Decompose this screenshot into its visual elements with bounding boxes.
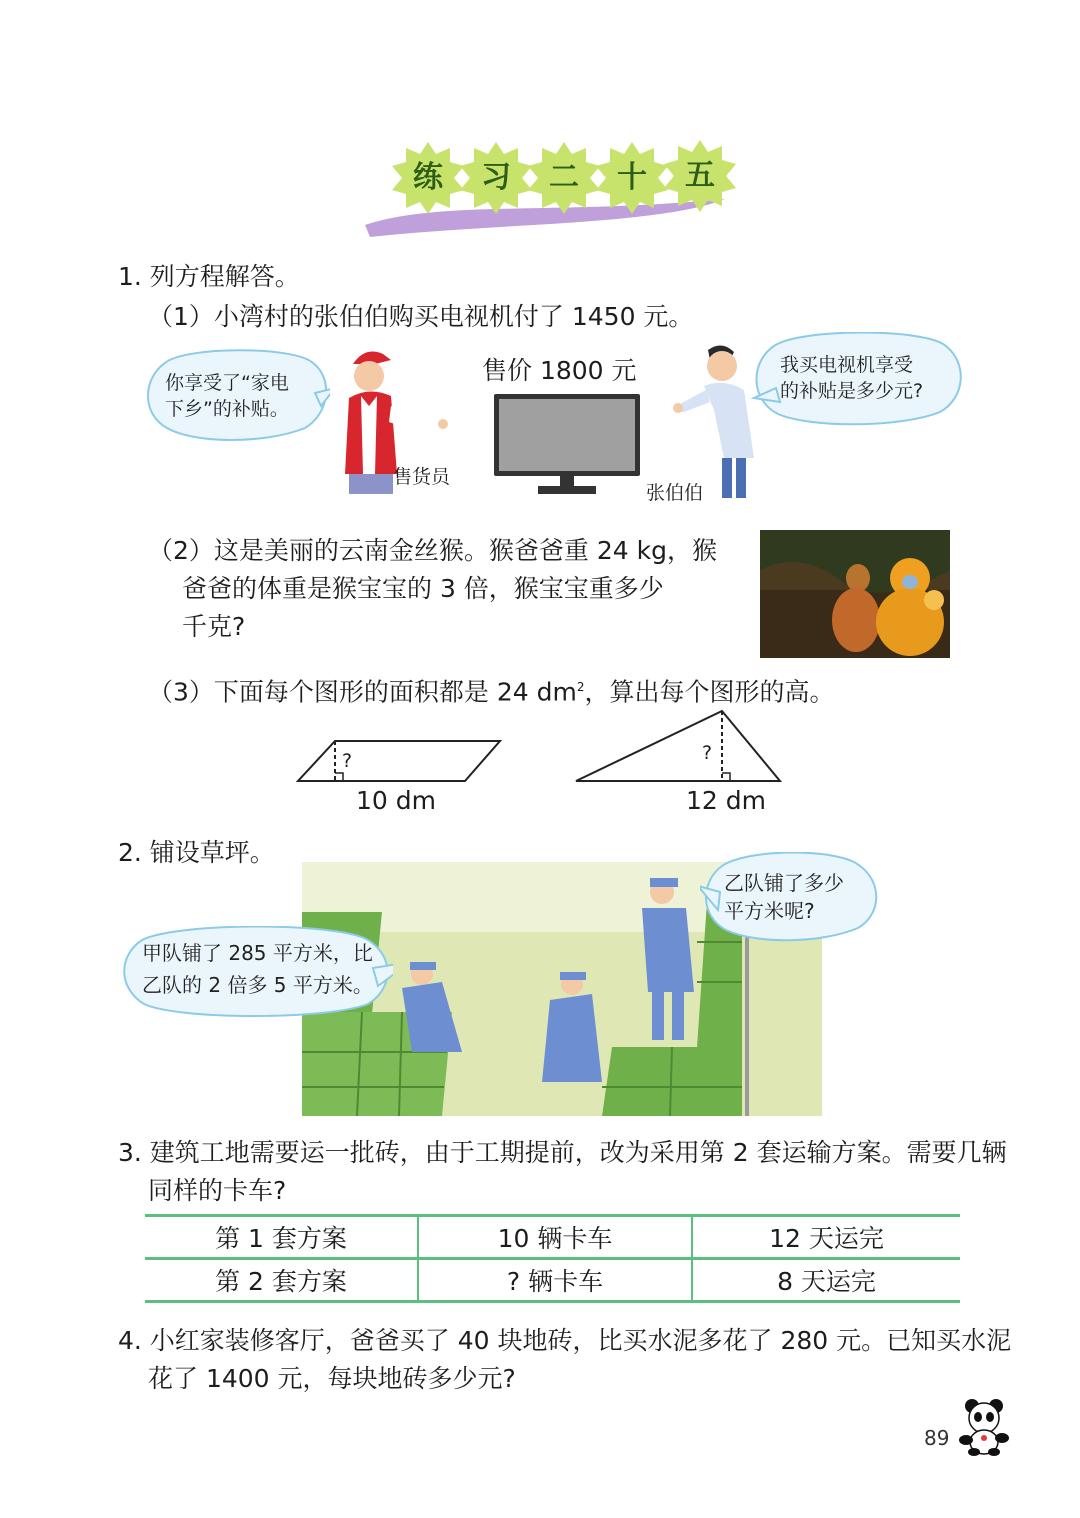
q1-heading: 1. 列方程解答。 [118, 262, 300, 291]
title-char: 二 [549, 160, 579, 195]
q2-heading: 2. 铺设草坪。 [118, 838, 275, 867]
q1-part3-text-end: ，算出每个图形的高。 [584, 677, 835, 707]
q3-line-2: 同样的卡车? [148, 1176, 287, 1205]
title-star-2 [458, 140, 534, 216]
tv-icon [492, 392, 642, 496]
q1-part3-text-main: （3）下面每个图形的面积都是 24 dm [148, 677, 577, 707]
zhang-speech-bubble [750, 332, 965, 428]
title-char: 五 [685, 158, 715, 193]
team-b-bubble-line-2: 平方米呢? [724, 899, 815, 923]
q1-part2-line-3: 千克? [182, 612, 246, 641]
triangle-height-label: ? [702, 742, 713, 764]
q1-part1-text: （1）小湾村的张伯伯购买电视机付了 1450 元。 [148, 302, 694, 331]
table-cell: 8 天运完 [692, 1259, 960, 1302]
table-cell: 第 1 套方案 [145, 1216, 418, 1259]
q1-part3-superscript: 2 [576, 680, 585, 694]
parallelogram-base-label: 10 dm [356, 786, 436, 815]
table-cell: 第 2 套方案 [145, 1259, 418, 1302]
table-row [145, 1259, 960, 1302]
title-star-1 [390, 140, 466, 216]
table-cell: ? 辆卡车 [418, 1259, 692, 1302]
tv-scene [140, 340, 970, 510]
team-a-bubble-line-2: 乙队的 2 倍多 5 平方米。 [142, 973, 373, 997]
q4-line-2: 花了 1400 元，每块地砖多少元? [148, 1364, 516, 1393]
panda-icon [958, 1398, 1012, 1456]
label-seller: 售货员 [393, 466, 451, 488]
q3-line-1: 3. 建筑工地需要运一批砖，由于工期提前，改为采用第 2 套运输方案。需要几辆 [118, 1138, 1007, 1167]
parallelogram-height-label: ? [342, 750, 353, 772]
team-b-speech-bubble [700, 852, 880, 942]
triangle-figure [570, 705, 790, 787]
table-cell: 10 辆卡车 [418, 1216, 692, 1259]
title-char: 十 [617, 160, 647, 195]
label-zhang: 张伯伯 [646, 482, 704, 504]
table-cell: 12 天运完 [692, 1216, 960, 1259]
q1-part2-line-2: 爸爸的体重是猴宝宝的 3 倍，猴宝宝重多少 [182, 574, 664, 603]
exercise-title [360, 140, 730, 240]
seller-bubble-line-1: 你享受了“家电 [165, 372, 289, 394]
parallelogram-figure [290, 735, 510, 787]
table-row [145, 1216, 960, 1259]
team-a-speech-bubble [118, 926, 393, 1018]
golden-monkey-photo [760, 530, 950, 658]
page-number: 89 [924, 1426, 950, 1450]
title-char: 习 [481, 160, 511, 195]
tv-price: 售价 1800 元 [482, 356, 637, 385]
team-a-bubble-line-1: 甲队铺了 285 平方米，比 [142, 941, 373, 965]
title-char: 练 [413, 160, 443, 195]
title-star-3 [526, 140, 602, 216]
title-star-4 [594, 140, 670, 216]
zhang-bubble-line-1: 我买电视机享受 [780, 354, 914, 376]
zhang-bubble-line-2: 的补贴是多少元? [780, 380, 924, 402]
seller-bubble-line-2: 下乡”的补贴。 [165, 398, 289, 420]
triangle-base-label: 12 dm [686, 786, 766, 815]
title-star-5 [662, 138, 738, 214]
transport-plan-table [145, 1214, 960, 1303]
q1-part2-line-1: （2）这是美丽的云南金丝猴。猴爸爸重 24 kg，猴 [148, 536, 717, 565]
team-b-bubble-line-1: 乙队铺了多少 [724, 871, 844, 895]
q4-line-1: 4. 小红家装修客厅，爸爸买了 40 块地砖，比买水泥多花了 280 元。已知买水泥 [118, 1326, 1012, 1355]
seller-speech-bubble [145, 348, 330, 443]
